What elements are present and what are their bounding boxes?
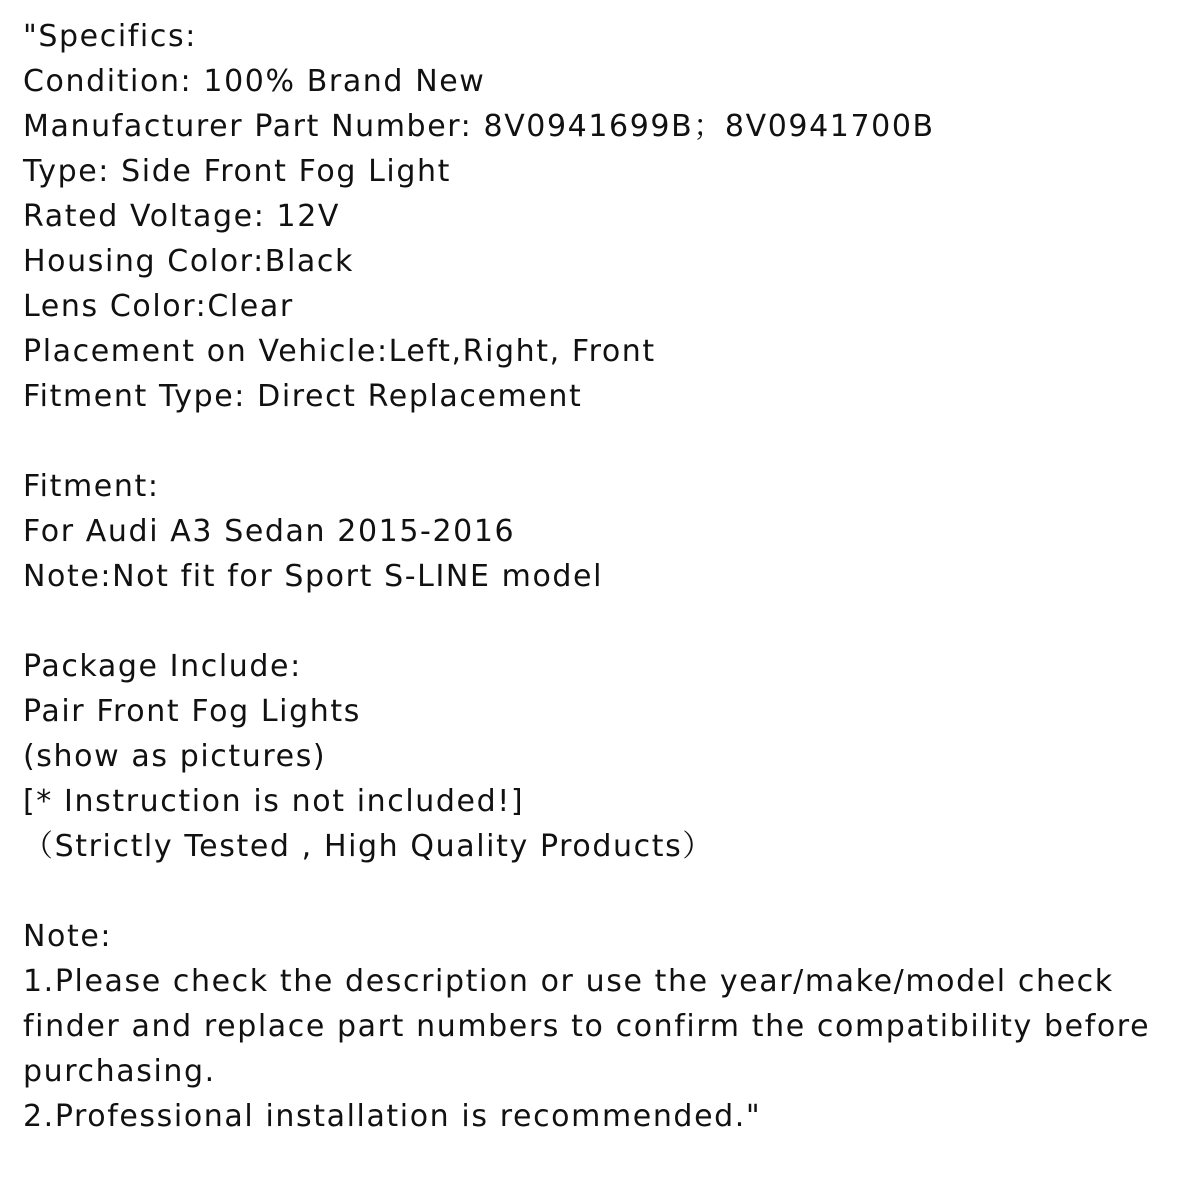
package-heading: Package Include: xyxy=(23,649,302,684)
fitment-section xyxy=(23,464,1183,599)
fitment-heading: Fitment: xyxy=(23,469,160,504)
note-section xyxy=(23,914,1183,1139)
package-instruction-note: [* Instruction is not included!] xyxy=(23,784,525,819)
spec-housing-color: Housing Color:Black xyxy=(23,244,354,279)
package-section xyxy=(23,644,1183,869)
spec-type: Type: Side Front Fog Light xyxy=(23,154,451,189)
spec-placement: Placement on Vehicle:Left,Right, Front xyxy=(23,334,656,369)
section-spacer xyxy=(23,419,1183,464)
note-heading: Note: xyxy=(23,919,113,954)
fitment-note: Note:Not fit for Sport S-LINE model xyxy=(23,559,604,594)
specifics-section xyxy=(23,14,1183,419)
spec-lens-color: Lens Color:Clear xyxy=(23,289,294,324)
note-line: 1.Please check the description or use the year/make/model check xyxy=(23,964,1114,999)
spec-voltage: Rated Voltage: 12V xyxy=(23,199,341,234)
spec-condition: Condition: 100% Brand New xyxy=(23,64,486,99)
section-spacer xyxy=(23,869,1183,914)
spec-part-number: Manufacturer Part Number: 8V0941699B；8V0941700B xyxy=(23,109,935,144)
specifics-heading: "Specifics: xyxy=(23,19,197,54)
spec-fitment-type: Fitment Type: Direct Replacement xyxy=(23,379,583,414)
fitment-vehicle: For Audi A3 Sedan 2015-2016 xyxy=(23,514,516,549)
note-line: purchasing. xyxy=(23,1054,216,1089)
note-line: 2.Professional installation is recommended." xyxy=(23,1099,762,1134)
section-spacer xyxy=(23,599,1183,644)
package-item: Pair Front Fog Lights xyxy=(23,694,361,729)
note-line: finder and replace part numbers to confirm the compatibility before xyxy=(23,1009,1151,1044)
package-pictures-note: (show as pictures) xyxy=(23,739,327,774)
package-quality-note: （Strictly Tested , High Quality Products） xyxy=(23,829,714,864)
product-description xyxy=(23,14,1183,1139)
